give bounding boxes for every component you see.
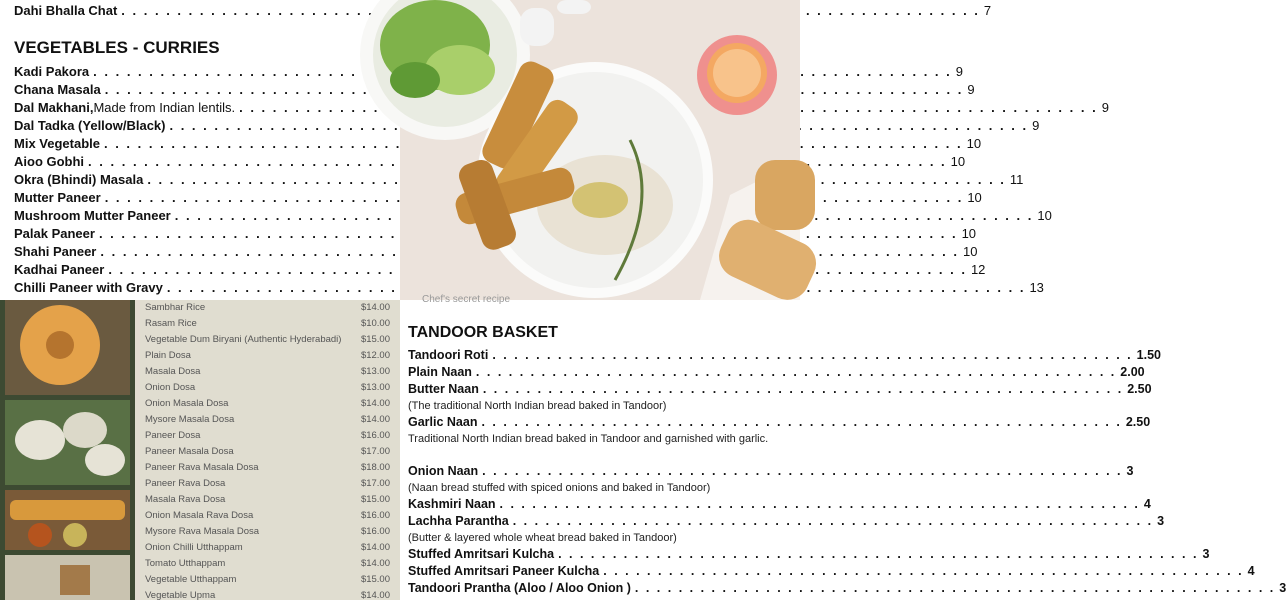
tandoor-menu-row	[408, 581, 1286, 595]
dosa-menu-row	[145, 382, 390, 393]
menu-row	[14, 226, 977, 241]
item-price: $16.00	[360, 430, 390, 441]
item-price: $14.00	[360, 558, 390, 569]
dosa-menu-row	[145, 510, 390, 521]
item-label: Paneer Dosa	[145, 430, 201, 441]
dosa-menu-row	[145, 590, 390, 601]
item-price: 3	[1279, 581, 1286, 595]
item-price: $14.00	[360, 414, 390, 425]
menu-row	[14, 280, 1044, 295]
item-price: $13.00	[360, 366, 390, 377]
item-label: Onion Dosa	[145, 382, 196, 393]
item-label: Mix Vegetable	[14, 136, 100, 151]
menu-row-dahi-bhalla	[14, 3, 992, 18]
item-price: $10.00	[360, 318, 390, 329]
item-price: 3	[1126, 464, 1134, 478]
tandoor-menu-row	[408, 514, 1165, 528]
tandoor-menu-row	[408, 415, 1151, 429]
item-label: Garlic Naan	[408, 415, 478, 429]
item-price: 10	[966, 136, 982, 151]
item-label: Plain Dosa	[145, 350, 191, 361]
item-price: $15.00	[360, 334, 390, 345]
tandoor-menu-row	[408, 348, 1161, 362]
leader-dots	[500, 497, 1140, 511]
item-price: 9	[967, 82, 975, 97]
item-price: 3	[1157, 514, 1165, 528]
item-label: Paneer Rava Dosa	[145, 478, 226, 489]
tandoor-basket-menu	[400, 294, 1286, 600]
item-price: $12.00	[360, 350, 390, 361]
item-label: Rasam Rice	[145, 318, 197, 329]
item-price: 10	[950, 154, 966, 169]
item-price: 2.00	[1120, 365, 1145, 379]
dosa-menu-row	[145, 414, 390, 425]
item-label: Mysore Rava Masala Dosa	[145, 526, 260, 537]
item-label: Tomato Utthappam	[145, 558, 226, 569]
item-label: Onion Masala Dosa	[145, 398, 229, 409]
item-label: Plain Naan	[408, 365, 472, 379]
item-price: 7	[983, 3, 992, 18]
item-price: 13	[1029, 280, 1044, 295]
menu-row	[14, 244, 978, 259]
item-price: 9	[1032, 118, 1040, 133]
item-price: $14.00	[360, 398, 390, 409]
menu-row	[14, 262, 986, 277]
dosa-menu-row	[145, 526, 390, 537]
item-price: $14.00	[360, 542, 390, 553]
item-label: Mutter Paneer	[14, 190, 101, 205]
item-price: 2.50	[1125, 415, 1151, 429]
item-label: Vegetable Dum Biryani (Authentic Hyderabadi)	[145, 334, 342, 345]
item-price: $17.00	[360, 446, 390, 457]
item-price: $17.00	[360, 478, 390, 489]
item-label: Palak Paneer	[14, 226, 95, 241]
leader-dots	[476, 365, 1116, 379]
item-label: Shahi Paneer	[14, 244, 97, 259]
dosa-menu-row	[145, 398, 390, 409]
item-price: 2.50	[1127, 382, 1152, 396]
item-price: 10	[1037, 208, 1052, 223]
leader-dots	[492, 348, 1132, 362]
item-price: 12	[970, 262, 986, 277]
item-label: Okra (Bhindi) Masala	[14, 172, 144, 187]
item-label: Chilli Paneer with Gravy	[14, 280, 163, 295]
item-price: 4	[1247, 564, 1255, 578]
dosa-menu-row	[145, 302, 390, 313]
dosa-menu-row	[145, 366, 390, 377]
menu-row	[14, 136, 982, 151]
hummus-plate-image	[400, 0, 800, 300]
item-label: Chana Masala	[14, 82, 101, 97]
item-label: Onion Masala Rava Dosa	[145, 510, 254, 521]
item-label: Tandoori Roti	[408, 348, 489, 362]
dosa-menu-row	[145, 574, 390, 585]
item-label: Kadi Pakora	[14, 64, 90, 79]
item-label: Lachha Parantha	[408, 514, 509, 528]
item-note: Made from Indian lentils.	[93, 100, 236, 115]
menu-row	[14, 82, 975, 97]
hummus-photo	[400, 0, 800, 300]
dosa-menu-row	[145, 462, 390, 473]
tandoor-menu-row	[408, 382, 1152, 396]
dosa-menu-row	[145, 558, 390, 569]
item-price: $14.00	[360, 302, 390, 313]
leader-dots	[635, 581, 1275, 595]
leader-dots	[603, 564, 1243, 578]
item-label: Sambhar Rice	[145, 302, 206, 313]
menu-row	[14, 208, 1052, 223]
item-label: Kadhai Paneer	[14, 262, 105, 277]
item-label: Onion Chilli Utthappam	[145, 542, 243, 553]
item-price: 11	[1009, 172, 1024, 187]
item-label: Vegetable Utthappam	[145, 574, 237, 585]
item-description: (The traditional North Indian bread baked in Tandoor)	[408, 400, 667, 412]
dosa-menu-row	[145, 446, 390, 457]
dosa-menu-row	[145, 318, 390, 329]
leader-dots	[513, 514, 1153, 528]
item-price: $14.00	[360, 590, 390, 601]
item-label: Mysore Masala Dosa	[145, 414, 235, 425]
dosa-menu-row	[145, 494, 390, 505]
dosa-menu-row	[145, 350, 390, 361]
item-price: $15.00	[360, 574, 390, 585]
item-label: Dahi Bhalla Chat	[14, 3, 118, 18]
item-price: 10	[962, 244, 978, 259]
item-label: Paneer Masala Dosa	[145, 446, 234, 457]
item-price: 3	[1202, 547, 1210, 561]
item-label: Masala Dosa	[145, 366, 201, 377]
item-label: Kashmiri Naan	[408, 497, 496, 511]
item-label: Dal Tadka (Yellow/Black)	[14, 118, 166, 133]
tandoor-menu-row	[408, 547, 1210, 561]
item-description: (Butter & layered whole wheat bread baked in Tandoor)	[408, 532, 677, 544]
tandoor-menu-row	[408, 464, 1134, 478]
item-price: 10	[961, 226, 977, 241]
item-price: 1.50	[1136, 348, 1161, 362]
tandoor-menu-row	[408, 497, 1151, 511]
item-price: 9	[955, 64, 963, 79]
section-heading: TANDOOR BASKET	[408, 324, 558, 341]
item-price: 9	[1101, 100, 1109, 115]
item-price: $16.00	[360, 510, 390, 521]
dosa-menu-row	[145, 542, 390, 553]
dosa-menu-row	[145, 478, 390, 489]
menu-row	[14, 172, 1024, 187]
item-label: Stuffed Amritsari Paneer Kulcha	[408, 564, 600, 578]
menu-row	[14, 154, 966, 169]
leader-dots	[482, 464, 1122, 478]
item-label: Masala Rava Dosa	[145, 494, 226, 505]
item-description: Traditional North Indian bread baked in Tandoor and garnished with garlic.	[408, 433, 769, 445]
dosa-menu-list	[135, 300, 400, 600]
item-price: 10	[967, 190, 982, 205]
item-label: Mushroom Mutter Paneer	[14, 208, 171, 223]
dosa-food-photos	[0, 300, 135, 600]
leader-dots	[558, 547, 1198, 561]
tandoor-menu-row	[408, 564, 1255, 578]
dosa-menu-row	[145, 430, 390, 441]
item-label: Vegetable Upma	[145, 590, 216, 601]
menu-row	[14, 190, 982, 205]
item-label: Tandoori Prantha (Aloo / Aloo Onion )	[408, 581, 631, 595]
dosa-menu-photo	[0, 300, 400, 600]
item-label: Butter Naan	[408, 382, 479, 396]
menu-row	[14, 64, 963, 79]
item-label: Paneer Rava Masala Dosa	[145, 462, 259, 473]
faded-caption: Chef's secret recipe	[422, 294, 511, 305]
item-price: $13.00	[360, 382, 390, 393]
item-label: Dal Makhani,	[14, 100, 94, 115]
item-description: (Naan bread stuffed with spiced onions and baked in Tandoor)	[408, 482, 711, 494]
dosa-menu-row	[145, 334, 390, 345]
item-label: Onion Naan	[408, 464, 479, 478]
tandoor-menu-row	[408, 365, 1145, 379]
section-heading: VEGETABLES - CURRIES	[14, 38, 220, 57]
item-label: Stuffed Amritsari Kulcha	[408, 547, 555, 561]
menu-row	[14, 100, 1109, 115]
item-price: 4	[1143, 497, 1151, 511]
menu-row	[14, 118, 1040, 133]
item-price: $15.00	[360, 494, 390, 505]
item-price: $16.00	[360, 526, 390, 537]
leader-dots	[483, 382, 1123, 396]
leader-dots	[481, 415, 1121, 429]
item-price: $18.00	[360, 462, 390, 473]
item-label: Aioo Gobhi	[14, 154, 85, 169]
